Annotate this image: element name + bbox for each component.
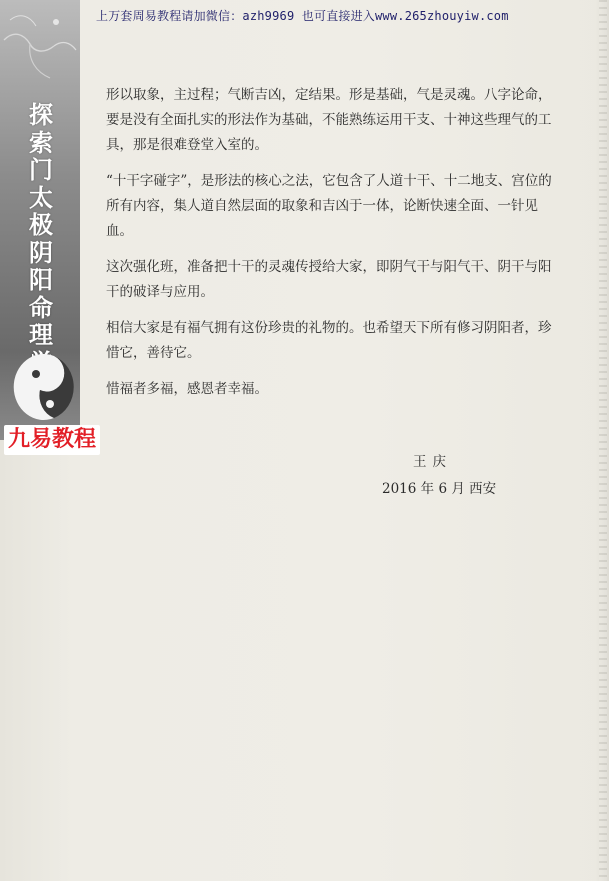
paragraph: 惜福者多福，感恩者幸福。 [106,381,268,397]
sidebar-title-char: 命 [29,293,53,322]
brand-logo: 九易教程 [4,425,100,455]
watermark-text: 上万套周易教程请加微信：azh9969 也可直接进入www.265zhouyiw.com [96,9,509,23]
page-edge-shadow [595,0,609,881]
sidebar-title-char: 探 [29,101,53,129]
sidebar-title-char: 门 [29,156,53,184]
book-sidebar [0,0,80,440]
sidebar-title-char: 索 [29,128,53,157]
body-text [106,83,554,413]
sidebar-title-char: 阴 [29,238,53,267]
taiji-icon [10,352,74,422]
paragraph: 形以取象，主过程；气断吉凶，定结果。形是基础，气是灵魂。八字论命，要是没有全面扎实的形法作为基础，不能熟练运用干支、十神这些理气的工具，那是很难登堂入室的。 [106,87,552,153]
signature-name: 王庆 [413,454,452,470]
sidebar-vertical-title [22,102,60,377]
paragraph: 相信大家是有福气拥有这份珍贵的礼物的。也希望天下所有修习阴阳者，珍惜它，善待它。 [106,320,552,361]
crane-decoration-icon [0,0,80,100]
sidebar-title-char: 极 [29,211,53,239]
signature-date: 2016 年 6 月 西安 [382,481,497,497]
paragraph: 这次强化班，准备把十干的灵魂传授给大家，即阴气干与阳气干、阴干与阳干的破译与应用。 [106,259,552,300]
paragraph: “十干字碰字”，是形法的核心之法，它包含了人道十干、十二地支、宫位的所有内容，集人道自然层面的取象和吉凶于一体，论断快速全面、一针见血。 [106,173,552,239]
sidebar-title-char: 理 [29,321,53,349]
sidebar-title-char: 太 [29,183,53,212]
sidebar-title-char: 阳 [29,266,53,294]
